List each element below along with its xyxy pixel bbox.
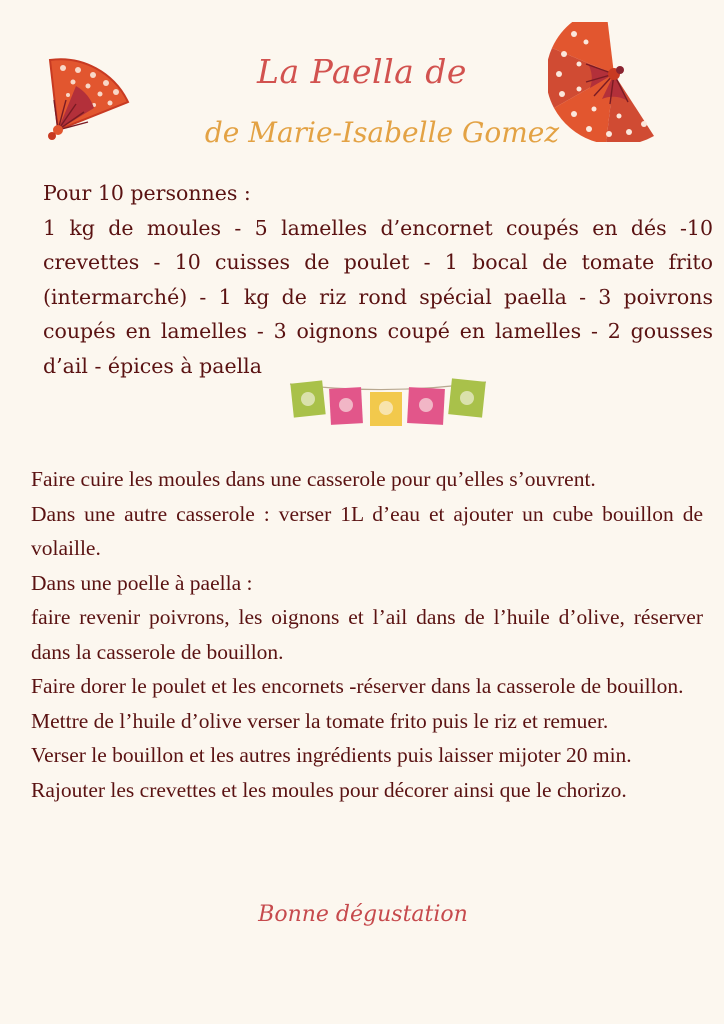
step-text: Dans une poelle à paella : — [31, 570, 253, 595]
recipe-author: de Marie-Isabelle Gomez — [204, 116, 560, 149]
step-text: Rajouter les crevettes et les moules pour décorer ainsi que le chorizo. — [31, 777, 627, 802]
step-text: faire revenir poivrons, les oignons et l’ail dans de l’huile d’olive, réserver dans la casserole de bouillon. — [31, 605, 703, 664]
signoff-text: Bonne dégustation — [258, 902, 468, 927]
recipe-title: La Paella de — [257, 52, 467, 91]
step-text: Mettre de l’huile d’olive verser la tomate frito puis le riz et remuer. — [31, 708, 609, 733]
ingredients-list: 1 kg de moules - 5 lamelles d’encornet coupés en dés -10 crevettes - 10 cuisses de poulet - 1 bocal de tomate frito (intermarché) - 1 kg de riz rond spécial paella - 3 poivrons coupés en lamelles - 3 oignons coupé en lamelles - 2 gousses d’ail - épices à paella — [43, 215, 713, 378]
step-text: Verser le bouillon et les autres ingrédients puis laisser mijoter 20 min. — [31, 743, 632, 767]
step-text: Faire cuire les moules dans une casserole pour qu’elles s’ouvrent. — [31, 467, 596, 491]
servings-text: Pour 10 personnes : — [43, 181, 251, 205]
papel-picado-garland-icon — [288, 374, 488, 434]
step-text: Dans une autre casserole : verser 1L d’eau et ajouter un cube bouillon de volaille. — [31, 501, 703, 560]
ingredients-section — [43, 176, 713, 383]
step-text: Faire dorer le poulet et les encornets -réserver dans la casserole de bouillon. — [31, 674, 684, 698]
preparation-steps — [31, 462, 703, 807]
